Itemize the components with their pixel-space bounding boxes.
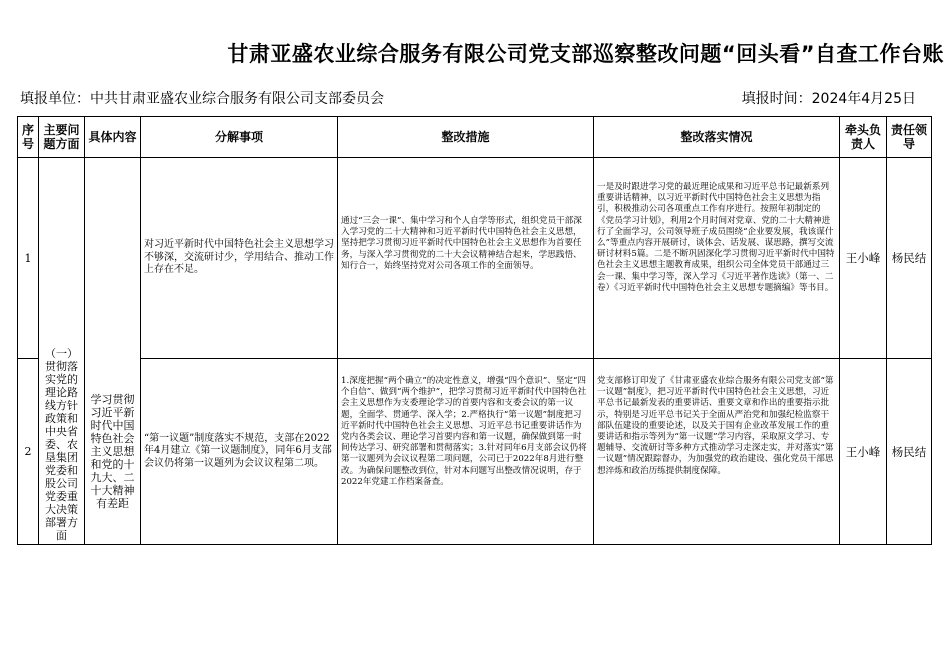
- header-status: 整改落实情况: [594, 117, 840, 158]
- header-leader: 责任领导: [887, 117, 932, 158]
- header-content: 具体内容: [85, 117, 141, 158]
- responsible-leader: 杨民结: [887, 359, 932, 545]
- table-row: [18, 359, 932, 545]
- status-cell: 一是及时跟进学习党的最近理论成果和习近平总书记最新系列重要讲话精神，以习近平新时代中国特色社会主义思想为指引，积极推动公司各项重点工作有序进行。按照年初制定的《党员学习计划》，利用2个月时间对党章、党的二十大精神进行了全面学习，公司领导班子成员围绕“企业要发展，我该谋什么”等重点内容开展研讨，谈体会、话发展、谋思路，撰写交流研讨材料5篇。二是不断巩固深化学习贯彻习近平新时代中国特色社会主义思想主题教育成果，组织公司全体党员干部通过三会一课、集中学习等，深入学习《习近平著作选读》（第一、二卷）《习近平新时代中国特色社会主义思想专题摘编》等书目。: [594, 158, 840, 359]
- aspect-cell: （一）贯彻落实党的理论路线方针政策和中央省委、农垦集团党委和股公司党委重大决策部署方面: [39, 158, 85, 545]
- lead-person: 王小峰: [840, 359, 887, 545]
- row-number: 1: [18, 158, 39, 359]
- reporting-date: 填报时间：2024年4月25日: [741, 91, 916, 107]
- document-title: 甘肃亚盛农业综合服务有限公司党支部巡察整改问题“回头看”自查工作台账: [227, 42, 944, 66]
- header-aspect: 主要问题方面: [39, 117, 85, 158]
- measures-cell: 1.深度把握“两个确立”的决定性意义，增强“四个意识”、坚定“四个自信”、做到“两个维护”，把学习贯彻习近平新时代中国特色社会主义思想作为支委理论学习的首要内容和支委会议的第一议题，全面学、贯通学、深入学；2.严格执行“第一议题”制度把习近平新时代中国特色社会主义思想、习近平总书记重要讲话作为党内各类会议、理论学习首要内容和第一议题，确保做到第一时间传达学习、研究部署和贯彻落实；3.针对同年6月支部会议仍将第一议题列为会议议程第二项问题，公司已于2022年8月进行整改。为确保问题整改到位，针对本问题写出整改情况说明，存于2022年党建工作档案备查。: [338, 359, 594, 545]
- responsible-leader: 杨民结: [887, 158, 932, 359]
- reporting-unit: 填报单位：中共甘肃亚盛农业综合服务有限公司支部委员会: [20, 91, 384, 107]
- rectification-ledger-table: [17, 116, 932, 545]
- status-cell: 党支部修订印发了《甘肃亚盛农业综合服务有限公司党支部“第一议题”制度》，把习近平新时代中国特色社会主义思想，习近平总书记最新发表的重要讲话、重要文章和作出的重要指示批示，特别是习近平总书记关于全面从严治党和加强纪检监察干部队伍建设的重要论述，以及关于国有企业改革发展工作的重要讲话和指示等列为“第一议题”学习内容，采取原文学习、专题辅导、交流研讨等多种方式推动学习走深走实，并对落实“第一议题”情况跟踪督办，为加强党的政治建设、强化党员干部思想淬炼和政治历练提供制度保障。: [594, 359, 840, 545]
- table-header-row: [18, 117, 932, 158]
- content-cell: 学习贯彻习近平新时代中国特色社会主义思想和党的十九大、二十大精神有差距: [85, 158, 141, 545]
- header-no: 序号: [18, 117, 39, 158]
- lead-person: 王小峰: [840, 158, 887, 359]
- row-number: 2: [18, 359, 39, 545]
- table-row: [18, 158, 932, 359]
- breakdown-cell: “第一议题”制度落实不规范，支部在2022年4月建立《第一议题制度》，同年6月支部会议仍将第一议题列为会议议程第二项。: [141, 359, 338, 545]
- header-measures: 整改措施: [338, 117, 594, 158]
- header-lead: 牵头负责人: [840, 117, 887, 158]
- measures-cell: 通过“三会一课”、集中学习和个人自学等形式，组织党员干部深入学习党的二十大精神和习近平新时代中国特色社会主义思想，坚持把学习贯彻习近平新时代中国特色社会主义思想作为首要任务，与深入学习贯彻党的二十大会议精神结合起来，学思践悟、知行合一，始终坚持党对公司各项工作的全面领导。: [338, 158, 594, 359]
- breakdown-cell: 对习近平新时代中国特色社会主义思想学习不够深，交流研讨少，学用结合、推动工作上存在不足。: [141, 158, 338, 359]
- header-breakdown: 分解事项: [141, 117, 338, 158]
